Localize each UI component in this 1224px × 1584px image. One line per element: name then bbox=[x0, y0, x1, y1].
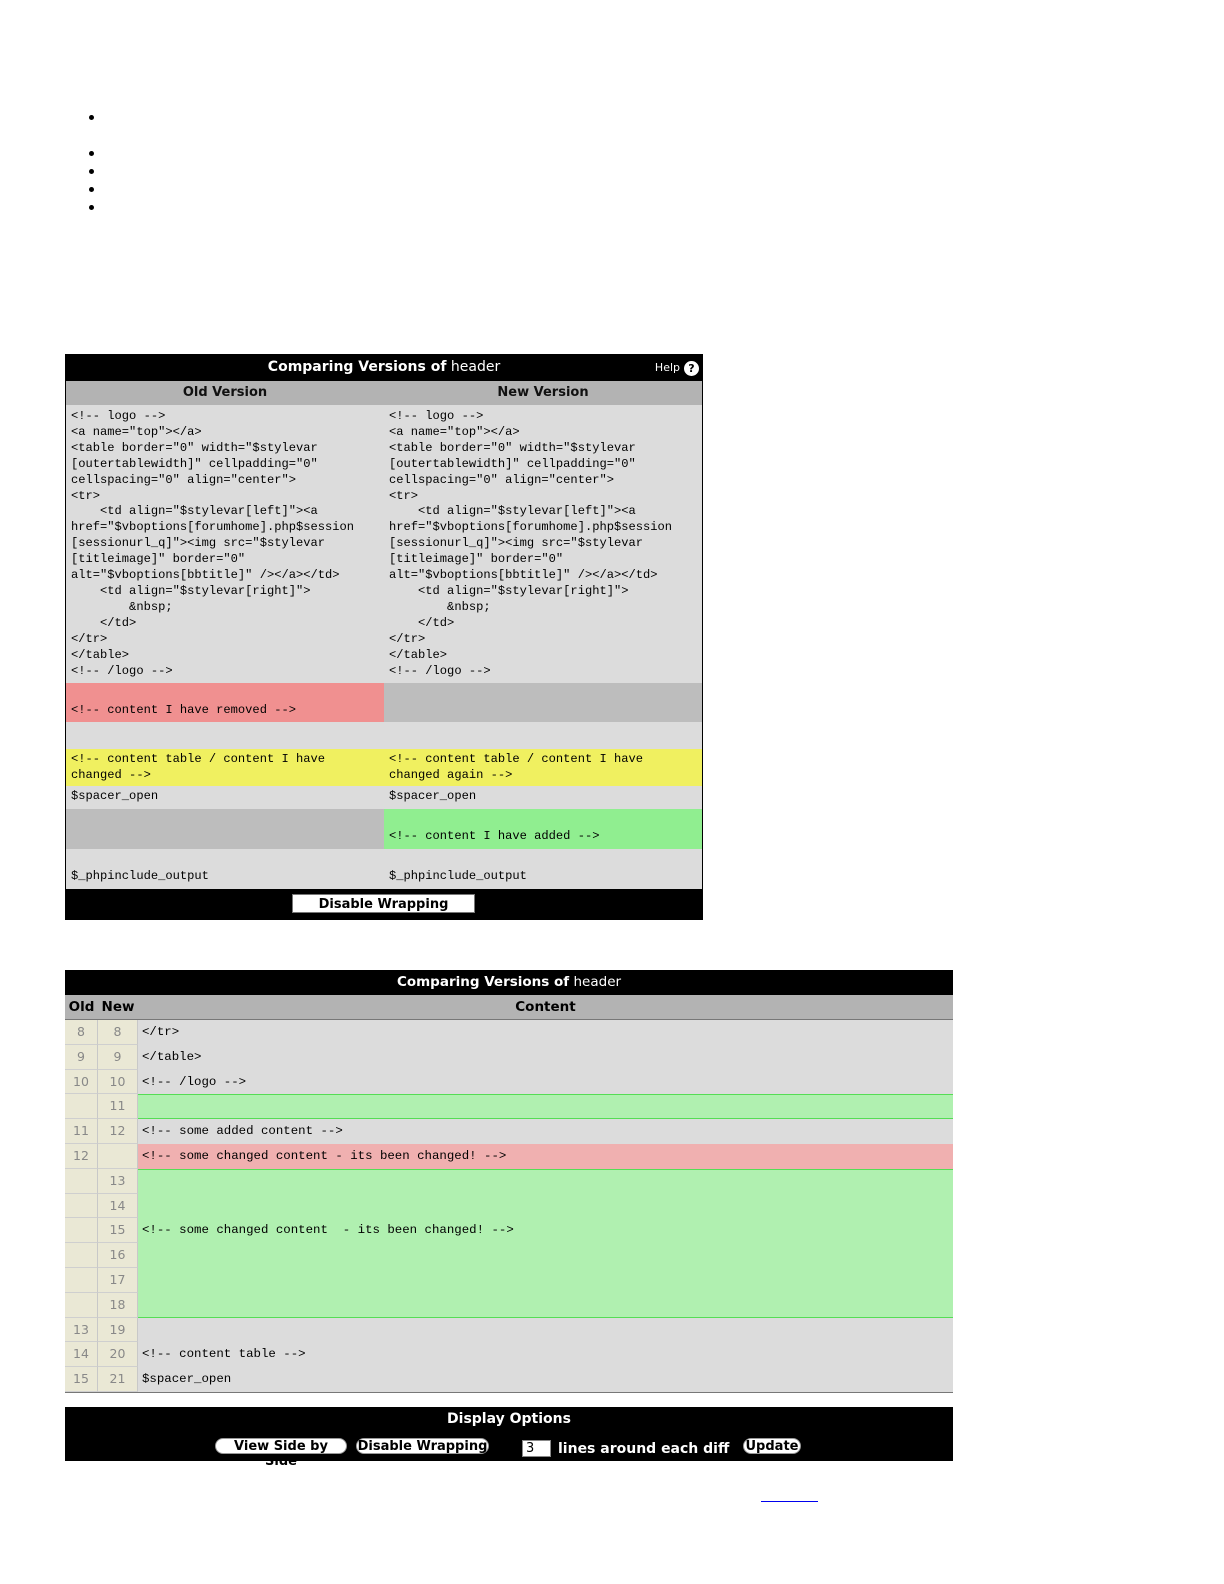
bullet-list bbox=[0, 0, 1224, 240]
table-row bbox=[65, 1119, 953, 1144]
old-line-number: 9 bbox=[65, 1045, 98, 1070]
help-label: Help bbox=[654, 361, 680, 374]
table-row bbox=[65, 1367, 953, 1393]
context-lines-input[interactable] bbox=[522, 1440, 551, 1457]
old-line-number: 8 bbox=[65, 1020, 98, 1045]
panel-title bbox=[65, 970, 953, 995]
display-options-title: Display Options bbox=[447, 1411, 571, 1427]
column-headers bbox=[65, 995, 953, 1020]
old-version-header: Old Version bbox=[66, 381, 384, 405]
new-line-number: 11 bbox=[98, 1094, 138, 1119]
old-line-number: 13 bbox=[65, 1318, 98, 1343]
template-name: header bbox=[450, 359, 501, 375]
line-content: </table> bbox=[138, 1045, 953, 1070]
table-row bbox=[65, 1070, 953, 1095]
old-column-header: Old bbox=[68, 999, 95, 1015]
list-item bbox=[89, 115, 94, 120]
list-item bbox=[89, 205, 94, 210]
changed-new-cell: <!-- content table / content I have changed again --> bbox=[384, 749, 702, 786]
new-column-header: New bbox=[101, 999, 135, 1015]
template-name: header bbox=[573, 974, 622, 990]
old-line-number: 12 bbox=[65, 1144, 98, 1169]
help-link[interactable] bbox=[655, 359, 699, 377]
old-line-number: 10 bbox=[65, 1070, 98, 1095]
inline-diff-panel bbox=[65, 970, 953, 1393]
new-line-number: 21 bbox=[98, 1367, 138, 1392]
new-line-number bbox=[98, 1144, 138, 1169]
new-line-number: 9 bbox=[98, 1045, 138, 1070]
removed-new-empty-cell bbox=[384, 683, 702, 722]
new-line-number: 12 bbox=[98, 1119, 138, 1144]
removed-old-cell: <!-- content I have removed --> bbox=[66, 683, 384, 722]
table-row bbox=[65, 1020, 953, 1045]
line-content: <!-- content table --> bbox=[138, 1342, 953, 1367]
new-line-number: 10 bbox=[98, 1070, 138, 1095]
content-column-header: Content bbox=[515, 999, 576, 1015]
view-side-by-side-button[interactable]: View Side by Side bbox=[215, 1438, 347, 1454]
old-line-number bbox=[65, 1243, 98, 1268]
added-row bbox=[65, 1094, 953, 1119]
added-content: <!-- some changed content - its been changed! --> bbox=[138, 1169, 953, 1318]
update-button[interactable]: Update bbox=[743, 1438, 801, 1454]
panel-footer bbox=[65, 889, 703, 920]
new-line-number: 8 bbox=[98, 1020, 138, 1045]
new-line-number: 15 bbox=[98, 1218, 138, 1243]
php-old-cell: $_phpinclude_output bbox=[71, 868, 209, 883]
added-new-cell: <!-- content I have added --> bbox=[384, 809, 702, 849]
old-line-number: 11 bbox=[65, 1119, 98, 1144]
title-prefix: Comparing Versions of bbox=[267, 359, 447, 375]
diff-body bbox=[66, 405, 702, 889]
old-line-number bbox=[65, 1293, 98, 1318]
line-content: $spacer_open bbox=[138, 1367, 953, 1392]
new-line-number: 13 bbox=[98, 1169, 138, 1194]
added-old-empty-cell bbox=[66, 809, 384, 849]
new-line-number: 14 bbox=[98, 1194, 138, 1219]
disable-wrapping-button[interactable]: Disable Wrapping bbox=[357, 1439, 488, 1454]
old-line-number: 15 bbox=[65, 1367, 98, 1392]
line-content: <!-- /logo --> bbox=[138, 1070, 953, 1095]
list-item bbox=[89, 151, 94, 156]
context-lines-label: lines around each diff bbox=[558, 1441, 730, 1457]
spacer-new-cell: $spacer_open bbox=[389, 789, 477, 803]
added-block bbox=[65, 1169, 953, 1318]
old-line-number bbox=[65, 1218, 98, 1243]
old-line-number: 14 bbox=[65, 1342, 98, 1367]
spacer-old-cell: $spacer_open bbox=[71, 789, 159, 803]
line-content bbox=[138, 1094, 953, 1119]
question-icon: ? bbox=[684, 361, 699, 376]
table-row bbox=[65, 1318, 953, 1343]
new-version-header: New Version bbox=[384, 381, 702, 405]
footer-link[interactable] bbox=[761, 1501, 818, 1502]
changed-old-cell: <!-- content table / content I have changed --> bbox=[66, 749, 384, 786]
removed-row bbox=[65, 1144, 953, 1169]
new-line-number: 19 bbox=[98, 1318, 138, 1343]
new-line-number: 16 bbox=[98, 1243, 138, 1268]
old-line-number bbox=[65, 1268, 98, 1293]
table-row bbox=[65, 1045, 953, 1070]
line-content: <!-- some added content --> bbox=[138, 1119, 953, 1144]
panel-title bbox=[65, 354, 703, 381]
list-item bbox=[89, 169, 94, 174]
common-old-cell: <!-- logo --> <a name="top"></a> <table border="0" width="$stylevar [outertablewidth]" cellpadding="0" cellspacing="0" align="center"> <tr> <td align="$stylevar[left]"><a href="$vboptions[forumhome].php$session [sessionurl_q]"><img src="$stylevar [titleimage]" border="0" alt="$vboptions[bbtitle]" /></a></td> <td align="$stylevar[right]"> &nbsp; </td> </tr> </table> <!-- /logo --> bbox=[71, 409, 355, 678]
title-prefix: Comparing Versions of bbox=[396, 974, 570, 990]
list-item bbox=[89, 187, 94, 192]
table-row bbox=[65, 1342, 953, 1367]
disable-wrapping-button[interactable]: Disable Wrapping bbox=[292, 894, 475, 913]
line-content bbox=[138, 1318, 953, 1343]
old-line-number bbox=[65, 1169, 98, 1194]
new-line-number: 18 bbox=[98, 1293, 138, 1318]
new-line-number: 17 bbox=[98, 1268, 138, 1293]
old-line-number bbox=[65, 1194, 98, 1219]
php-new-cell: $_phpinclude_output bbox=[389, 868, 527, 883]
side-by-side-diff-panel bbox=[65, 354, 703, 920]
common-new-cell: <!-- logo --> <a name="top"></a> <table border="0" width="$stylevar [outertablewidth]" cellpadding="0" cellspacing="0" align="center"> <tr> <td align="$stylevar[left]"><a href="$vboptions[forumhome].php$session [sessionurl_q]"><img src="$stylevar [titleimage]" border="0" alt="$vboptions[bbtitle]" /></a></td> <td align="$stylevar[right]"> &nbsp; </td> </tr> </table> <!-- /logo --> bbox=[389, 409, 673, 678]
display-options-bar bbox=[65, 1407, 953, 1469]
new-line-number: 20 bbox=[98, 1342, 138, 1367]
line-content: <!-- some changed content - its been changed! --> bbox=[138, 1144, 953, 1169]
line-content: </tr> bbox=[138, 1020, 953, 1045]
old-line-number bbox=[65, 1094, 98, 1119]
